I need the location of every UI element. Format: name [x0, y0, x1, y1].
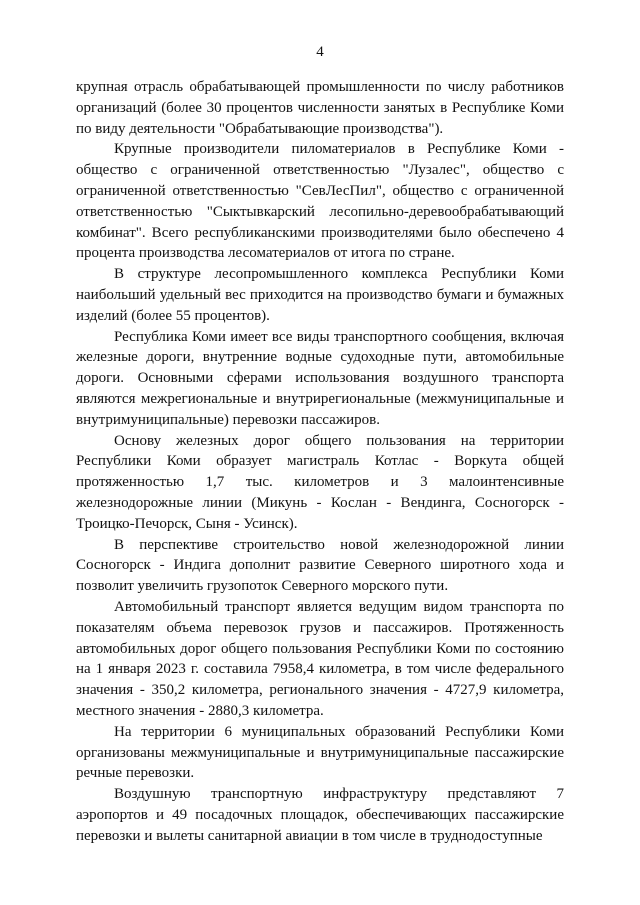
paragraph-7: Автомобильный транспорт является ведущим видом транспорта по показателям объема перевозок грузов и пассажиров. Протяженность автомобильных дорог общего пользования Республики Коми по состоянию на 1 января 2023 г. составила 7958,4 километра, в том числе федерального значения - 350,2 километра, регионального значения - 4727,9 километра, местного значения - 2880,3 километра.: [76, 598, 564, 719]
paragraph-2: Крупные производители пиломатериалов в Республике Коми - общество с ограниченной ответственностью "Лузалес", общество с ограниченной ответственностью "СевЛесПил", общество с ограниченной ответственностью "Сыктывкарский лесопильно-деревообрабатывающий комбинат". Всего республиканскими производителями было обеспечено 4 процента производства лесоматериалов от итога по стране.: [76, 141, 564, 262]
paragraph-5: Основу железных дорог общего пользования на территории Республики Коми образует магистраль Котлас - Воркута общей протяженностью 1,7 тыс. километров и 3 малоинтенсивные железнодорожные линии (Микунь - Кослан - Вендинга, Сосногорск - Троицко-Печорск, Сыня - Усинск).: [76, 432, 564, 532]
paragraph-6: В перспективе строительство новой железнодорожной линии Сосногорск - Индига дополнит развитие Северного широтного хода и позволит увеличить грузопоток Северного морского пути.: [76, 536, 564, 595]
paragraph-1: крупная отрасль обрабатывающей промышленности по числу работников организаций (более 30 процентов численности занятых в Республике Коми по виду деятельности "Обрабатывающие производства").: [76, 79, 564, 137]
page-number: 4: [316, 44, 324, 60]
body-text: [76, 77, 564, 846]
paragraph-9: Воздушную транспортную инфраструктуру представляют 7 аэропортов и 49 посадочных площадок, обеспечивающих пассажирские перевозки и вылеты санитарной авиации в том числе в труднодоступные: [76, 786, 564, 844]
paragraph-8: На территории 6 муниципальных образований Республики Коми организованы межмуниципальные и внутримуниципальные пассажирские речные перевозки.: [76, 723, 564, 782]
paragraph-3: В структуре лесопромышленного комплекса Республики Коми наибольший удельный вес приходится на производство бумаги и бумажных изделий (более 55 процентов).: [76, 266, 564, 324]
paragraph-4: Республика Коми имеет все виды транспортного сообщения, включая железные дороги, внутренние водные судоходные пути, автомобильные дороги. Основными сферами использования воздушного транспорта являются межрегиональные и внутрирегиональные (межмуниципальные и внутримуниципальные) перевозки пассажиров.: [76, 328, 564, 428]
